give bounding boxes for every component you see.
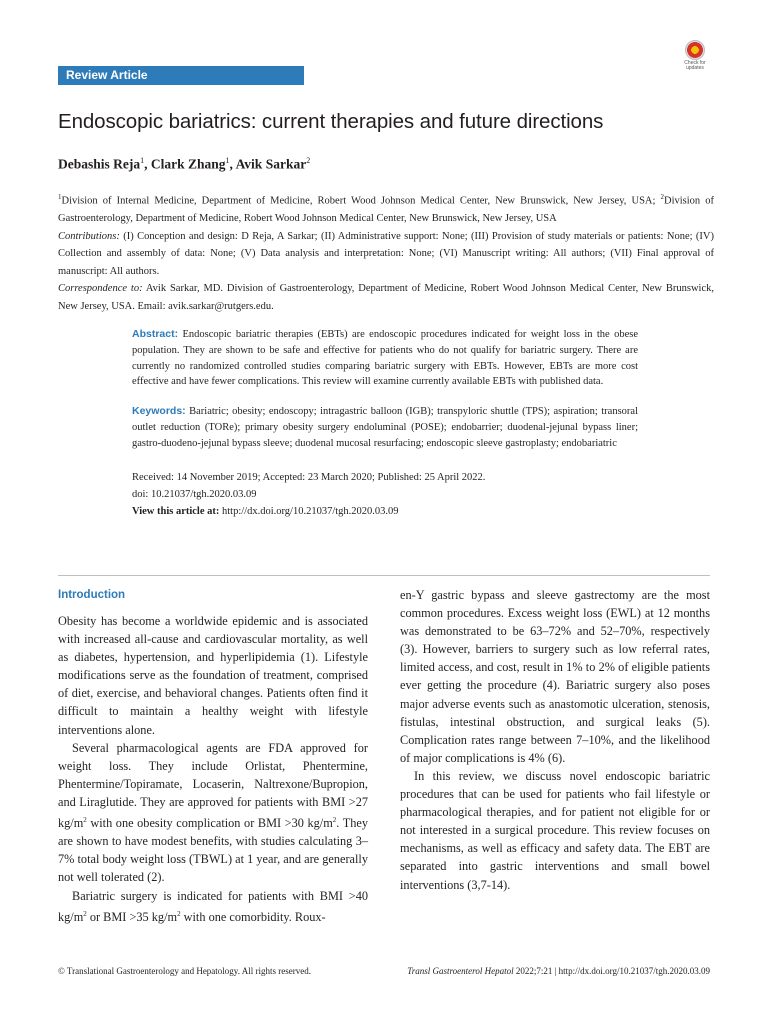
superscript: 2 [83,816,87,825]
section-heading-introduction: Introduction [58,589,126,601]
citation-text: 2022;7:21 | http://dx.doi.org/10.21037/tgh.2020.03.09 [513,966,710,976]
text-run: . They are shown to have modest benefits, with studies calculating 3–7% total body weight loss (TBWL) at 1 year, and are generally not well tolerated (2). [58,816,368,885]
affil-sup: 2 [660,193,664,201]
article-type-label: Review Article [58,66,304,85]
check-updates-icon [685,40,705,60]
correspondence-label: Correspondence to: [58,283,143,294]
author-separator: , [229,156,236,172]
body-paragraph: In this review, we discuss novel endoscopic bariatric procedures that can be used for patients who fail lifestyle or pharmacological therapies, and for patient not eligible for or not interested in a surgical procedure. This review focuses on mechanisms, as well as efficacy and safety data. The EBT are separated into gastric interventions and small bowel interventions (3,7-14). [400,768,710,892]
publication-dates: Received: 14 November 2019; Accepted: 23 March 2020; Published: 25 April 2022. [132,471,486,483]
superscript: 2 [83,909,87,918]
article-url-link[interactable]: http://dx.doi.org/10.21037/tgh.2020.03.09 [219,505,399,517]
affiliation-1: Division of Internal Medicine, Department of Medicine, Robert Wood Johnson Medical Center, New Brunswick, New Jersey, USA; [61,195,661,207]
abstract [132,327,638,390]
text-run: or BMI >35 kg/m [86,909,178,924]
check-for-updates-badge[interactable] [678,40,712,70]
author-name: Clark Zhang [150,156,226,172]
affiliations-block [58,189,714,315]
superscript: 2 [332,816,337,825]
text-run: Several pharmacological agents are FDA approved for weight loss. They include Orlistat, Phentermine, Phentermine/Topiramate, Locaserin, Naltrexone/Bupropion, and Liraglutide. They are approved for patients with BMI >27 kg/m [58,740,368,831]
keywords-label: Keywords: [132,405,186,418]
citation [407,966,710,976]
author-affil-sup: 1 [225,156,230,165]
dates-block [132,469,638,520]
body-column-right [400,586,710,894]
correspondence [58,280,714,315]
affil-sup: 1 [58,193,62,201]
author-list [58,156,310,173]
text-run: Bariatric surgery is indicated for patients with BMI >40 kg/m [58,888,368,924]
body-paragraph: en-Y gastric bypass and sleeve gastrectomy are the most common procedures. Excess weight loss (EWL) at 12 months was demonstrated to be 63–72% and 52–70%, respectively (3). However, barriers to surgery such as low referral rates, limited access, and cost, result in 1% to 2% of eligible patients ever getting the procedure (4). Bariatric surgery also poses major adverse events such as anastomotic ulceration, stenosis, fistulas, intestinal obstruction, and surgical leaks (5). Complication rates range between 7–10%, and the likelihood of major complications is 4% (6). [400,588,710,765]
affiliations [58,189,714,228]
body-paragraph [58,739,368,887]
contributions [58,228,714,281]
keywords-text: Bariatric; obesity; endoscopy; intragastric balloon (IGB); transpyloric shuttle (TPS); aspiration; transoral outlet reduction (TORe); primary obesity surgery endoluminal (POSE); endobarrier; duodenal-jejunal bypass liner; gastro-duodeno-jejunal bypass sleeve; duodenal mucosal resurfacing; endoscopic sleeve gastroplasty; endobariatric [132,406,638,449]
copyright: © Translational Gastroenterology and Hepatology. All rights reserved. [58,966,311,976]
view-article-label: View this article at: [132,505,220,517]
author-separator: , [144,156,151,172]
text-run: with one obesity complication or BMI >30 kg/m [86,816,333,831]
doi: doi: 10.21037/tgh.2020.03.09 [132,488,257,500]
text-run: with one comorbidity. Roux- [180,909,326,924]
journal-name: Transl Gastroenterol Hepatol [407,966,514,976]
author-affil-sup: 2 [306,156,311,165]
abstract-block [132,327,638,520]
author-affil-sup: 1 [140,156,145,165]
affiliation-2: Division of Gastroenterology, Department of Medicine, Robert Wood Johnson Medical Center, New Brunswick, New Jersey, USA [58,195,715,224]
check-updates-text: Check for updates [684,60,706,71]
body-column-left [58,586,368,926]
abstract-text: Endoscopic bariatric therapies (EBTs) are endoscopic procedures indicated for weight loss in the obese population. They are shown to be safe and effective for patients who do not qualify for bariatric surgery. There are currently no randomized controlled studies comparing bariatric surgery with EBTs. However, EBTs are more cost effective and have fewer complications. This review will examine currently available EBTs with published data. [132,329,638,388]
keywords [132,404,638,451]
contributions-text: (I) Conception and design: D Reja, A Sarkar; (II) Administrative support: None; (III) Provision of study materials or patients: None; (IV) Collection and assembly of data: None; (V) Data analysis and interpretation: None; (VI) Manuscript writing: All authors; (VII) Final approval of manuscript: All authors. [58,230,714,277]
contributions-label: Contributions: [58,230,120,242]
author-name: Debashis Reja [58,156,141,172]
article-title: Endoscopic bariatrics: current therapies and future directions [58,110,604,133]
body-paragraph [58,887,368,926]
author-name: Avik Sarkar [235,156,307,172]
abstract-label: Abstract: [132,328,179,340]
body-paragraph: Obesity has become a worldwide epidemic and is associated with increased all-cause and cardiovascular mortality, as well as diabetes, hypertension, and hyperlipidemia (1). Lifestyle modifications serve as the foundation of treatment, comprised of diet, exercise, and behavioral changes. Patients often find it difficult to maintain a healthy weight with lifestyle interventions alone. [58,614,368,737]
correspondence-text: Avik Sarkar, MD. Division of Gastroenterology, Department of Medicine, Robert Wood Johnson Medical Center, New Brunswick, New Jersey, USA. Email: avik.sarkar@rutgers.edu. [58,283,714,312]
section-divider [58,575,710,576]
superscript: 2 [177,909,181,918]
